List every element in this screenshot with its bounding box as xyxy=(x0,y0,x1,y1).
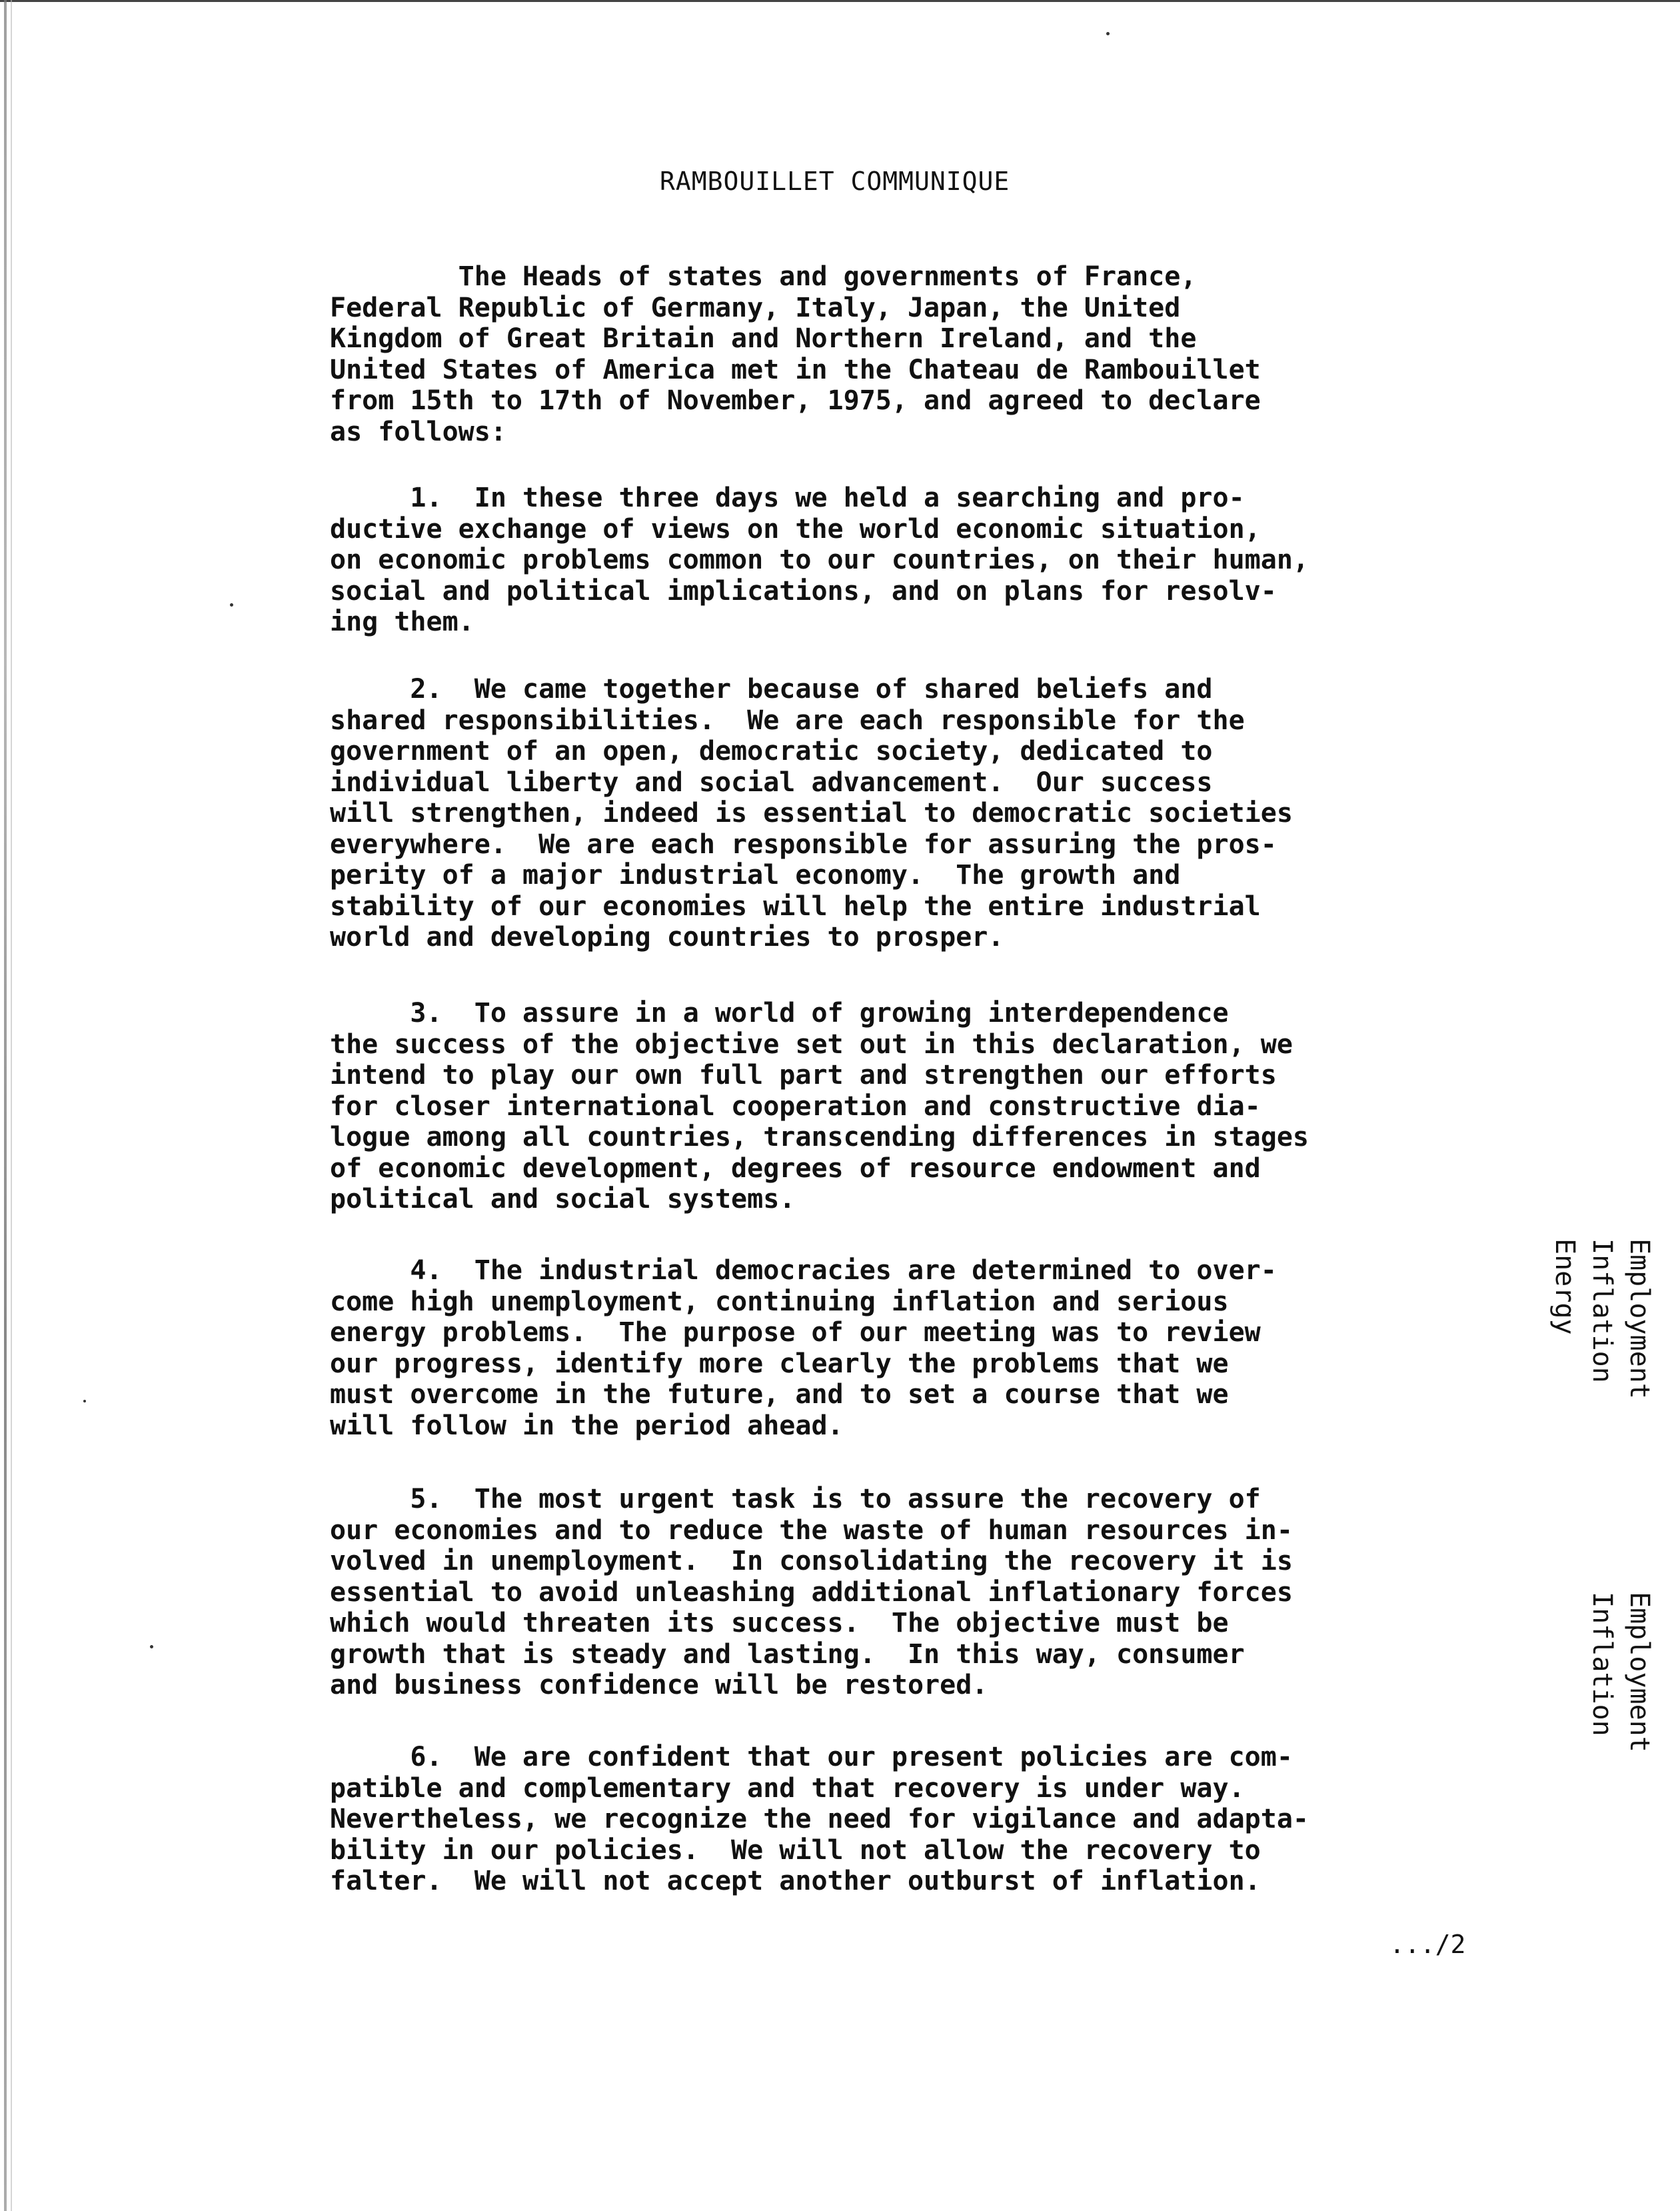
page-left-edge-inner xyxy=(11,0,12,2211)
margin-note-topics-2: Employment Inflation xyxy=(1587,1592,1655,1752)
page-left-edge xyxy=(4,0,7,2211)
intro-paragraph: The Heads of states and governments of France, Federal Republic of Germany, Italy, Japan, the United Kingdom of Great Britain and Northern Ireland, and the United States of America met in the Chateau de Rambouillet from 15th to 17th of November, 1975, and agreed to declare as follows: xyxy=(330,261,1261,447)
paragraph-6: 6. We are confident that our present policies are com- patible and complementary and that recovery is under way. Nevertheless, we recognize the need for vigilance and adapta- bility in our policies. We will not allow the recovery to falter. We will not accept another outburst of inflation. xyxy=(330,1742,1309,1896)
page-continuation-marker: .../2 xyxy=(1389,1930,1466,1959)
paragraph-5: 5. The most urgent task is to assure the recovery of our economies and to reduce the waste of human resources in- volved in unemployment. In consolidating the recovery it is essential to avoid unleashing additional inflationary forces which would threaten its success. The objective must be growth that is steady and lasting. In this way, consumer and business confidence will be restored. xyxy=(330,1484,1293,1700)
scan-speck xyxy=(230,603,233,607)
document-title: RAMBOUILLET COMMUNIQUE xyxy=(660,167,1010,196)
page-top-edge xyxy=(0,0,1680,2)
margin-note-topics-1: Employment Inflation Energy xyxy=(1549,1238,1655,1399)
scan-speck xyxy=(150,1645,153,1648)
paragraph-2: 2. We came together because of shared beliefs and shared responsibilities. We are each responsible for the government of an open, democratic society, dedicated to individual liberty and social advancement. Our success will strengthen, indeed is essential to democratic societies everywhere. We are each responsible for assuring the pros- perity of a major industrial economy. The growth and stability of our economies will help the entire industrial world and developing countries to prosper. xyxy=(330,674,1293,953)
scan-speck xyxy=(1106,32,1110,35)
scan-speck xyxy=(83,1400,86,1402)
paragraph-4: 4. The industrial democracies are determined to over- come high unemployment, continuing inflation and serious energy problems. The purpose of our meeting was to review our progress, identify more clearly the problems that we must overcome in the future, and to set a course that we will follow in the period ahead. xyxy=(330,1255,1277,1441)
paragraph-1: 1. In these three days we held a searching and pro- ductive exchange of views on the world economic situation, on economic problems common to our countries, on their human, social and political implications, and on plans for resolv- ing them. xyxy=(330,483,1309,637)
paragraph-3: 3. To assure in a world of growing interdependence the success of the objective set out in this declaration, we intend to play our own full part and strengthen our efforts for closer international cooperation and constructive dia- logue among all countries, transcending differences in stages of economic development, degrees of resource endowment and political and social systems. xyxy=(330,998,1309,1214)
